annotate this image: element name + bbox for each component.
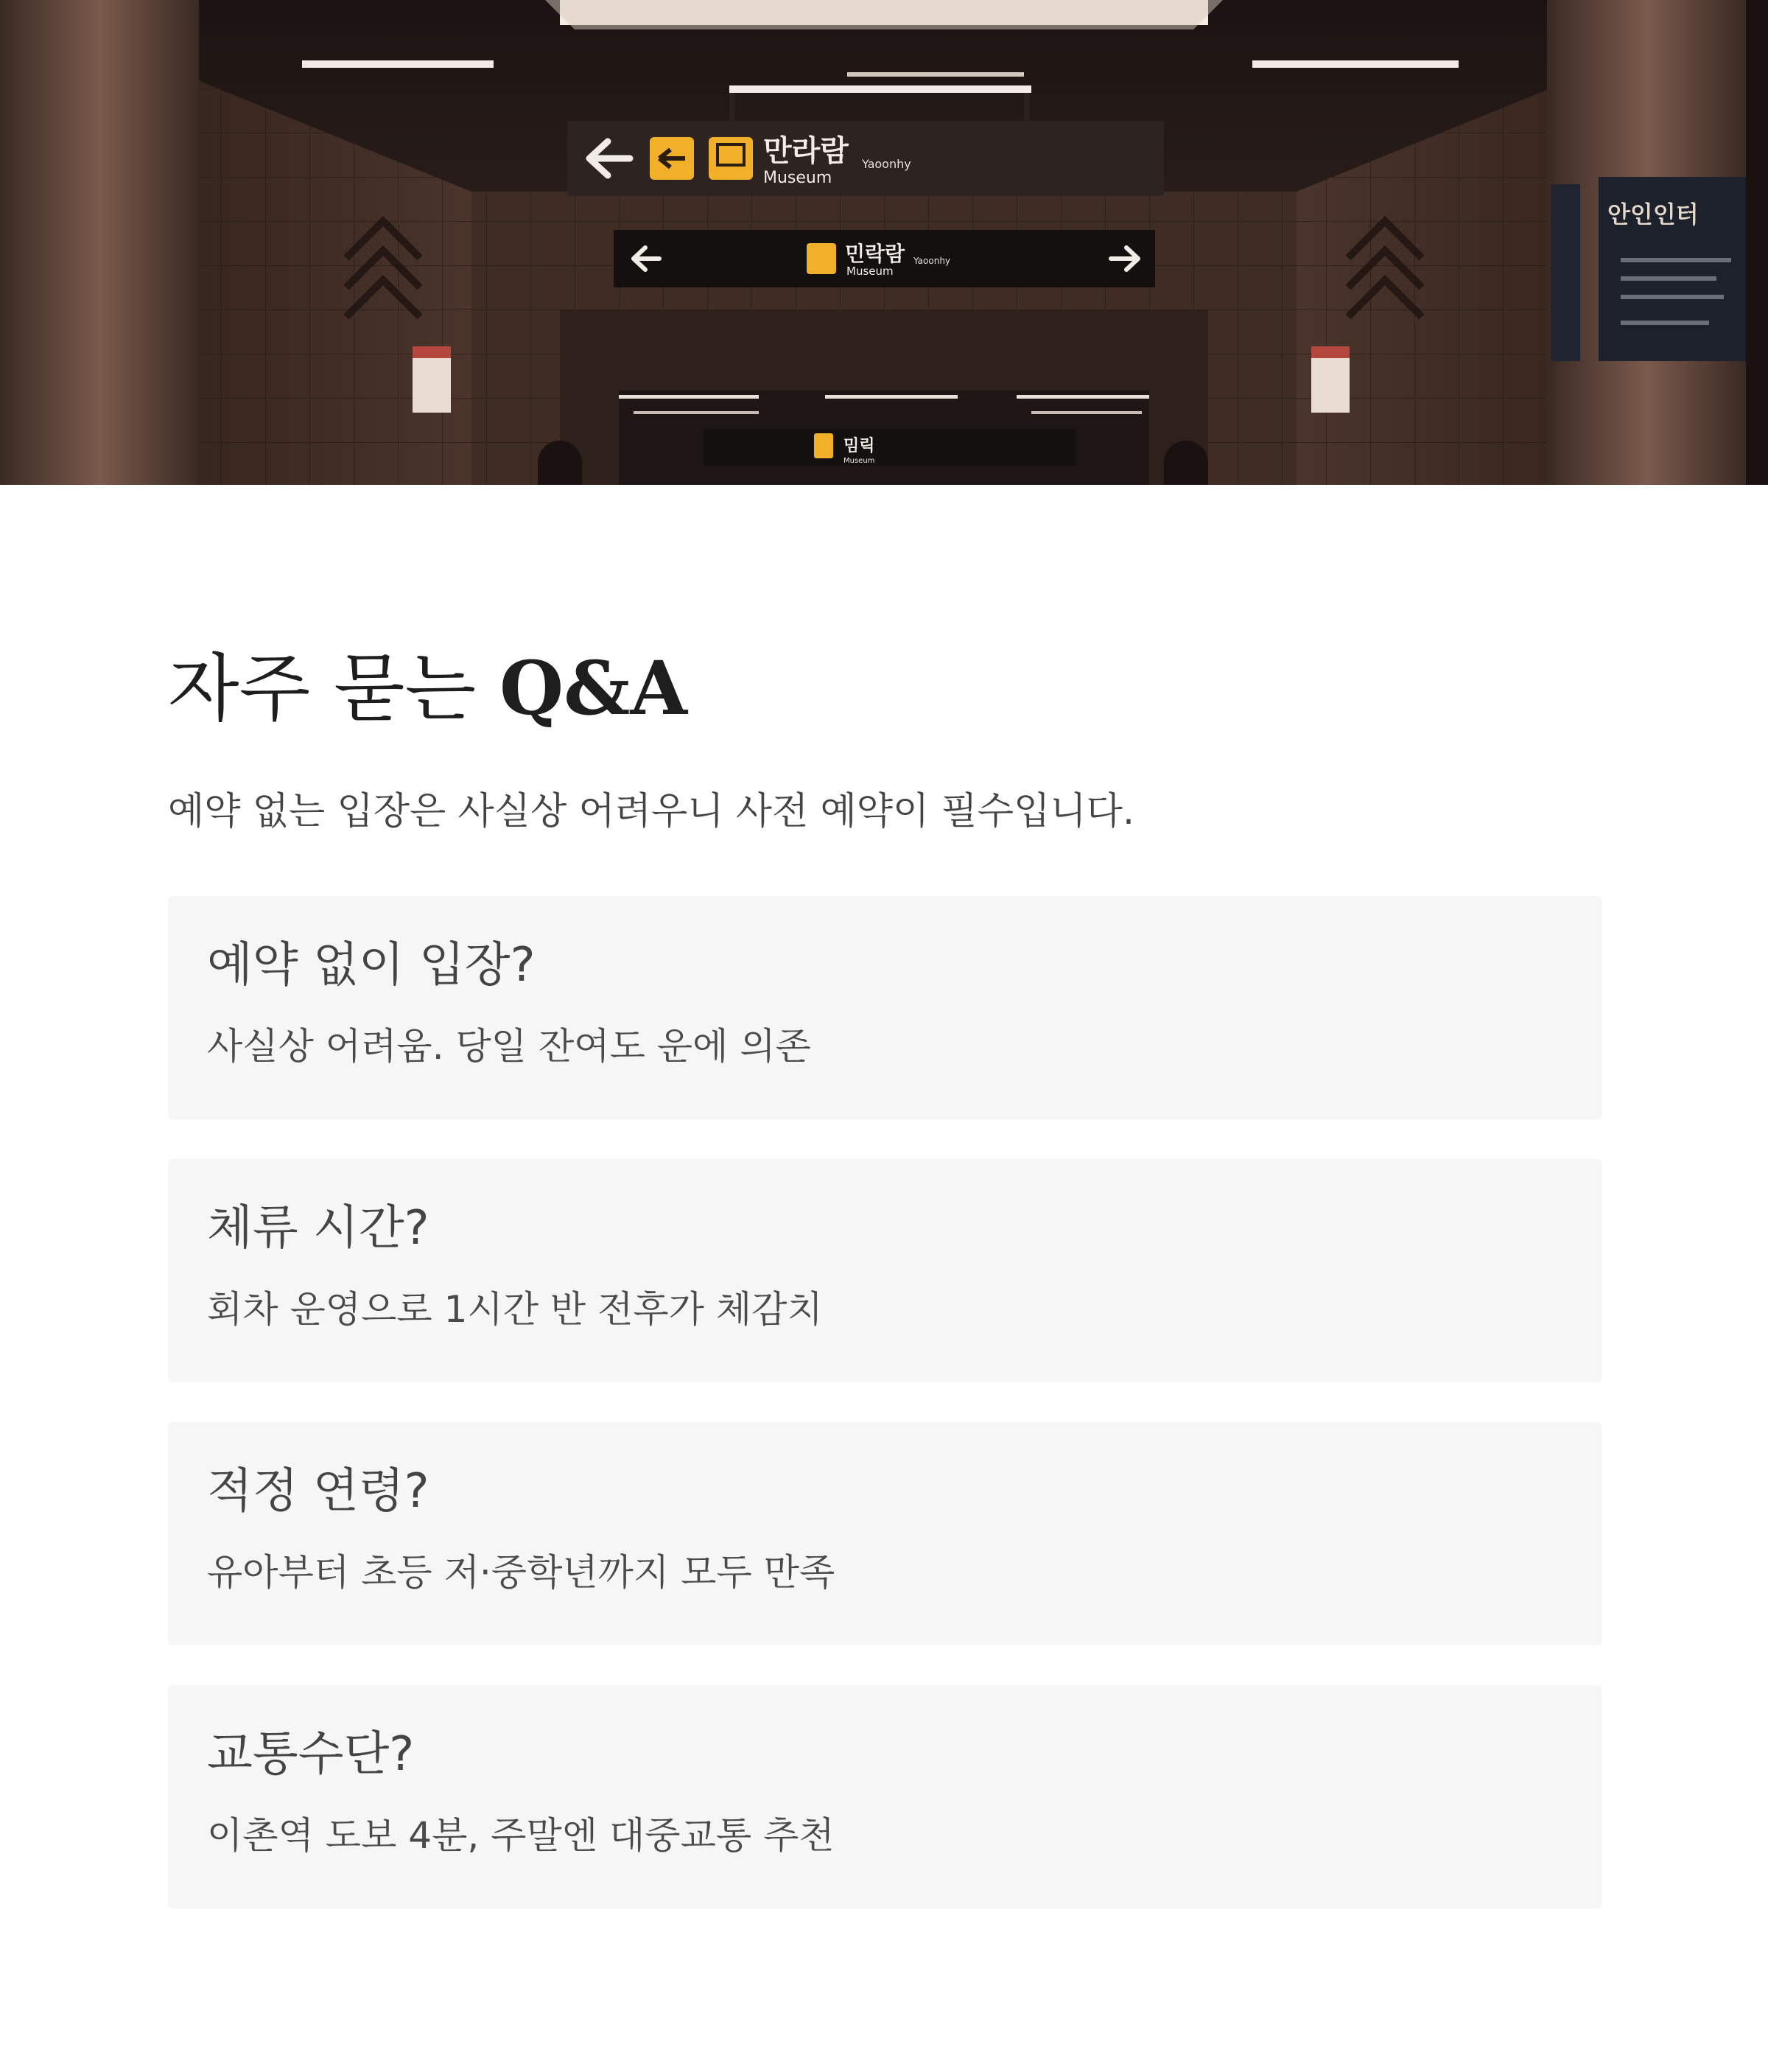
page-title: [168, 645, 687, 732]
page-title-korean: 자주 묻는: [168, 645, 477, 732]
faq-question: 예약 없이 입장?: [207, 938, 536, 993]
info-board-title: 안인인터: [1607, 200, 1699, 228]
museum-direction-sign-distant: [704, 429, 1076, 466]
faq-question: 적정 연령?: [207, 1464, 429, 1519]
second-sign-sub: Yaoonhy: [913, 256, 951, 266]
faq-answer: 유아부터 초등 저·중학년까지 모두 만족: [207, 1551, 835, 1594]
faq-item: [168, 1422, 1602, 1645]
main-sign-sub: Yaoonhy: [862, 157, 911, 171]
faq-question: 체류 시간?: [207, 1201, 429, 1256]
subway-station-photo: [0, 0, 1768, 485]
main-sign-english: Museum: [763, 169, 832, 187]
main-sign-korean: 만라람: [763, 134, 849, 168]
third-sign-english: Museum: [843, 457, 875, 465]
page-subtitle: 예약 없는 입장은 사실상 어려우니 사전 예약이 필수입니다.: [168, 790, 1135, 833]
faq-answer: 사실상 어려움. 당일 잔여도 운에 의존: [207, 1025, 811, 1068]
second-sign-korean: 민락람: [845, 242, 905, 266]
page-title-latin: Q&A: [499, 645, 687, 732]
faq-question: 교통수단?: [207, 1727, 415, 1782]
second-sign-english: Museum: [846, 265, 894, 278]
third-sign-korean: 밈릭: [843, 437, 875, 455]
faq-item: [168, 896, 1602, 1119]
faq-answer: 이촌역 도보 4분, 주말엔 대중교통 추천: [207, 1814, 835, 1857]
information-board: [1551, 177, 1746, 361]
faq-item: [168, 1685, 1602, 1908]
museum-direction-sign-secondary: [614, 230, 1155, 287]
hero-image: [0, 0, 1768, 485]
pillar-left: [0, 0, 199, 485]
faq-item: [168, 1159, 1602, 1382]
faq-list: [168, 896, 1602, 1948]
faq-answer: 회차 운영으로 1시간 반 전후가 체감치: [207, 1288, 823, 1331]
